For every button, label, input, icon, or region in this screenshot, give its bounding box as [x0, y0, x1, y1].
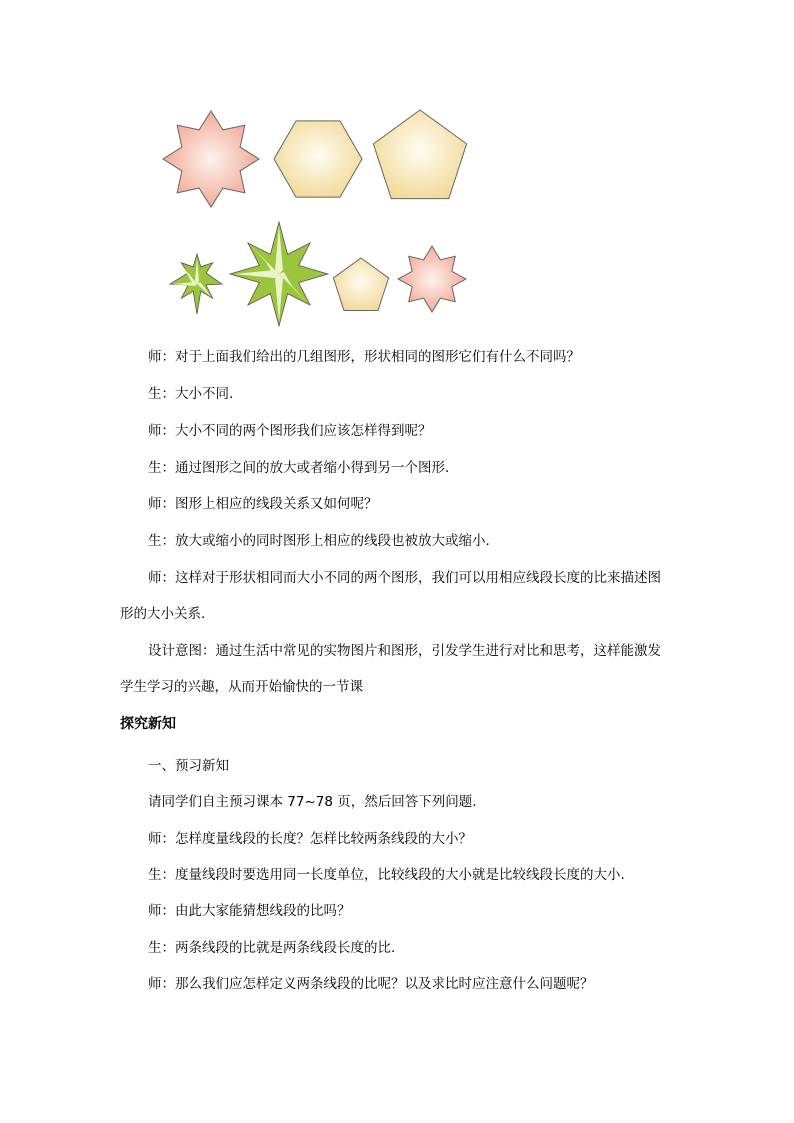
dialogue-line-5: 师：图形上相应的线段关系又如何呢？	[148, 496, 378, 512]
design-intent-line-1: 设计意图：通过生活中常见的实物图片和图形，引发学生进行对比和思考，这样能激发	[148, 643, 661, 659]
preview-instruction: 请同学们自主预习课本 77~78 页，然后回答下列问题.	[148, 794, 477, 810]
small-eight-point-star	[398, 246, 466, 312]
small-pentagon	[333, 258, 388, 311]
design-intent-line-2: 学生学习的兴趣，从而开始愉快的一节课	[120, 679, 363, 695]
dialogue-line-6: 生：放大或缩小的同时图形上相应的线段也被放大或缩小.	[148, 533, 490, 549]
shapes-illustration	[0, 0, 794, 340]
small-compass-star	[170, 254, 222, 314]
qa-line-2: 生：度量线段时要选用同一长度单位，比较线段的大小就是比较线段长度的大小.	[148, 867, 625, 883]
large-eight-point-star	[163, 111, 259, 207]
large-compass-star	[230, 222, 328, 326]
qa-line-3: 师：由此大家能猜想线段的比吗？	[148, 903, 351, 919]
dialogue-line-4: 生：通过图形之间的放大或者缩小得到另一个图形.	[148, 460, 450, 476]
qa-line-4: 生：两条线段的比就是两条线段长度的比.	[148, 940, 396, 956]
dialogue-line-1: 师：对于上面我们给出的几组图形，形状相同的图形它们有什么不同吗？	[148, 349, 580, 365]
summary-line-1: 师：这样对于形状相同而大小不同的两个图形，我们可以用相应线段长度的比来描述图	[148, 570, 661, 586]
large-pentagon	[373, 110, 466, 199]
summary-line-2: 形的大小关系.	[120, 606, 206, 622]
dialogue-line-3: 师：大小不同的两个图形我们应该怎样得到呢？	[148, 423, 432, 439]
large-hexagon	[274, 121, 362, 197]
qa-line-1: 师：怎样度量线段的长度？怎样比较两条线段的大小？	[148, 831, 472, 847]
subsection-title: 一、预习新知	[148, 758, 229, 774]
dialogue-line-2: 生：大小不同.	[148, 386, 234, 402]
qa-line-5: 师：那么我们应怎样定义两条线段的比呢？以及求比时应注意什么问题呢？	[148, 976, 594, 992]
section-heading: 探究新知	[120, 716, 176, 732]
